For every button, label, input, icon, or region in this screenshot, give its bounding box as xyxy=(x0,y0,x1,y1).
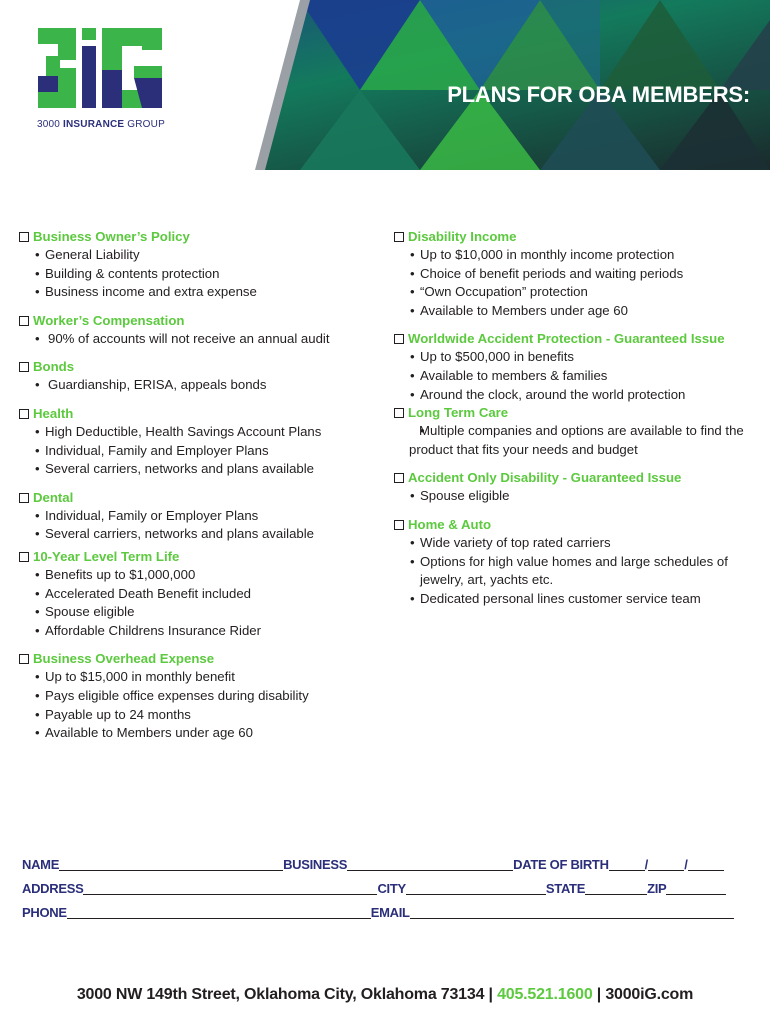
plan-business-owners-policy xyxy=(18,228,363,302)
plan-item: • Payable up to 24 months xyxy=(18,706,363,725)
plan-title: Long Term Care xyxy=(408,405,509,421)
plan-item: • Available to Members under age 60 xyxy=(393,302,755,321)
footer-address: 3000 NW 149th Street, Oklahoma City, Oklahoma 73134 xyxy=(76,986,485,1003)
header-banner xyxy=(0,0,770,170)
plan-item: • Accelerated Death Benefit included xyxy=(18,585,363,604)
footer-contact: 3000 NW 149th Street, Oklahoma City, Oklahoma 73134 | 405.521.1600 | 3000iG.com xyxy=(76,986,694,1003)
checkbox[interactable] xyxy=(394,408,404,418)
email-field[interactable] xyxy=(410,904,734,919)
plan-item: • Several carriers, networks and plans available xyxy=(18,525,363,544)
checkbox[interactable] xyxy=(19,654,29,664)
plan-dental xyxy=(18,489,363,544)
plan-title: Worldwide Accident Protection - Guaranteed Issue xyxy=(408,331,725,347)
plan-title: Health xyxy=(33,405,74,421)
zip-label: ZIP xyxy=(647,881,667,896)
plan-item: • Benefits up to $1,000,000 xyxy=(18,566,363,585)
plan-business-overhead-expense xyxy=(18,650,363,742)
plan-item: • Spouse eligible xyxy=(18,603,363,622)
plan-item: • Dedicated personal lines customer service team xyxy=(393,590,755,609)
plan-item: • Pays eligible office expenses during disability xyxy=(18,687,363,706)
plan-home-auto xyxy=(393,516,755,608)
plan-worldwide-accident-protection xyxy=(393,330,755,404)
plan-title: Business Owner’s Policy xyxy=(33,229,190,244)
name-field[interactable] xyxy=(59,856,283,871)
state-field[interactable] xyxy=(585,880,647,895)
plan-item: • Guardianship, ERISA, appeals bonds xyxy=(18,376,363,395)
plan-item: • Several carriers, networks and plans available xyxy=(18,460,363,479)
checkbox[interactable] xyxy=(19,552,29,562)
plan-title: Accident Only Disability - Guaranteed Issue xyxy=(408,470,682,486)
name-label: NAME xyxy=(22,857,60,872)
plan-title: Bonds xyxy=(33,359,75,375)
plan-item: • Individual, Family and Employer Plans xyxy=(18,442,363,461)
plan-item: • Options for high value homes and large schedules of jewelry, art, yachts etc. xyxy=(393,553,755,590)
plan-item: • Up to $10,000 in monthly income protection xyxy=(393,246,755,265)
plan-accident-only-disability xyxy=(393,469,755,506)
plan-health xyxy=(18,405,363,479)
phone-field[interactable] xyxy=(67,904,371,919)
footer-website[interactable]: 3000iG.com xyxy=(605,986,694,1003)
business-field[interactable] xyxy=(347,856,513,871)
plan-item: • Available to members & families xyxy=(393,367,755,386)
plan-item: • 90% of accounts will not receive an annual audit xyxy=(18,330,363,349)
plan-item: • High Deductible, Health Savings Account Plans xyxy=(18,423,363,442)
checkbox[interactable] xyxy=(394,520,404,530)
plan-bonds xyxy=(18,358,363,395)
dob-label: DATE OF BIRTH xyxy=(513,857,609,872)
logo-tagline: 3000 INSURANCE GROUP xyxy=(37,119,165,130)
plan-title: Dental xyxy=(33,489,74,505)
left-plans-column xyxy=(18,228,363,753)
dob-day-field[interactable] xyxy=(648,856,684,871)
plan-disability-income xyxy=(393,228,755,320)
footer-phone[interactable]: 405.521.1600 xyxy=(497,986,593,1003)
plan-item: • Affordable Childrens Insurance Rider xyxy=(18,622,363,641)
page-title: PLANS FOR OBA MEMBERS: xyxy=(447,82,750,107)
plan-item: • General Liability xyxy=(18,246,363,265)
plan-title: Disability Income xyxy=(408,229,517,244)
plan-title: Business Overhead Expense xyxy=(33,651,215,667)
form-row-address xyxy=(22,878,748,896)
right-plans-column xyxy=(393,228,755,618)
checkbox[interactable] xyxy=(19,362,29,372)
checkbox[interactable] xyxy=(394,232,404,242)
plan-item: • Choice of benefit periods and waiting periods xyxy=(393,265,755,284)
plan-item: • Up to $15,000 in monthly benefit xyxy=(18,668,363,687)
plan-item: • Available to Members under age 60 xyxy=(18,724,363,743)
dob-month-field[interactable] xyxy=(609,856,645,871)
plan-item: • Business income and extra expense xyxy=(18,283,363,302)
3ig-logo-mark xyxy=(36,20,166,116)
address-field[interactable] xyxy=(83,880,377,895)
plan-title: 10-Year Level Term Life xyxy=(33,548,180,564)
checkbox[interactable] xyxy=(394,334,404,344)
plan-item: • “Own Occupation” protection xyxy=(393,283,755,302)
email-label: EMAIL xyxy=(370,905,410,920)
plan-item: • Multiple companies and options are available to find the product that fits your needs and budget xyxy=(393,422,755,459)
city-label: CITY xyxy=(377,881,406,896)
plan-item: • Spouse eligible xyxy=(393,487,755,506)
plan-item: • Building & contents protection xyxy=(18,265,363,284)
dob-year-field[interactable] xyxy=(688,856,724,871)
plan-workers-compensation xyxy=(18,312,363,349)
form-row-phone xyxy=(22,902,748,920)
checkbox[interactable] xyxy=(19,409,29,419)
company-logo xyxy=(0,0,310,170)
plan-term-life xyxy=(18,548,363,640)
zip-field[interactable] xyxy=(666,880,726,895)
phone-label: PHONE xyxy=(22,905,67,920)
business-label: BUSINESS xyxy=(283,857,348,872)
state-label: STATE xyxy=(545,881,586,896)
checkbox[interactable] xyxy=(19,232,29,242)
checkbox[interactable] xyxy=(19,493,29,503)
plan-title: Worker’s Compensation xyxy=(33,312,185,328)
plan-item: • Up to $500,000 in benefits xyxy=(393,348,755,367)
plan-title: Home & Auto xyxy=(408,516,492,532)
city-field[interactable] xyxy=(406,880,546,895)
checkbox[interactable] xyxy=(19,316,29,326)
plan-long-term-care xyxy=(393,404,755,459)
address-label: ADDRESS xyxy=(22,881,84,896)
checkbox[interactable] xyxy=(394,473,404,483)
plan-item: • Individual, Family or Employer Plans xyxy=(18,507,363,526)
plan-item: • Wide variety of top rated carriers xyxy=(393,534,755,553)
form-row-name: NAME BUSINESS DATE OF BIRTH / / xyxy=(22,854,748,872)
plan-item: • Around the clock, around the world protection xyxy=(393,386,755,405)
